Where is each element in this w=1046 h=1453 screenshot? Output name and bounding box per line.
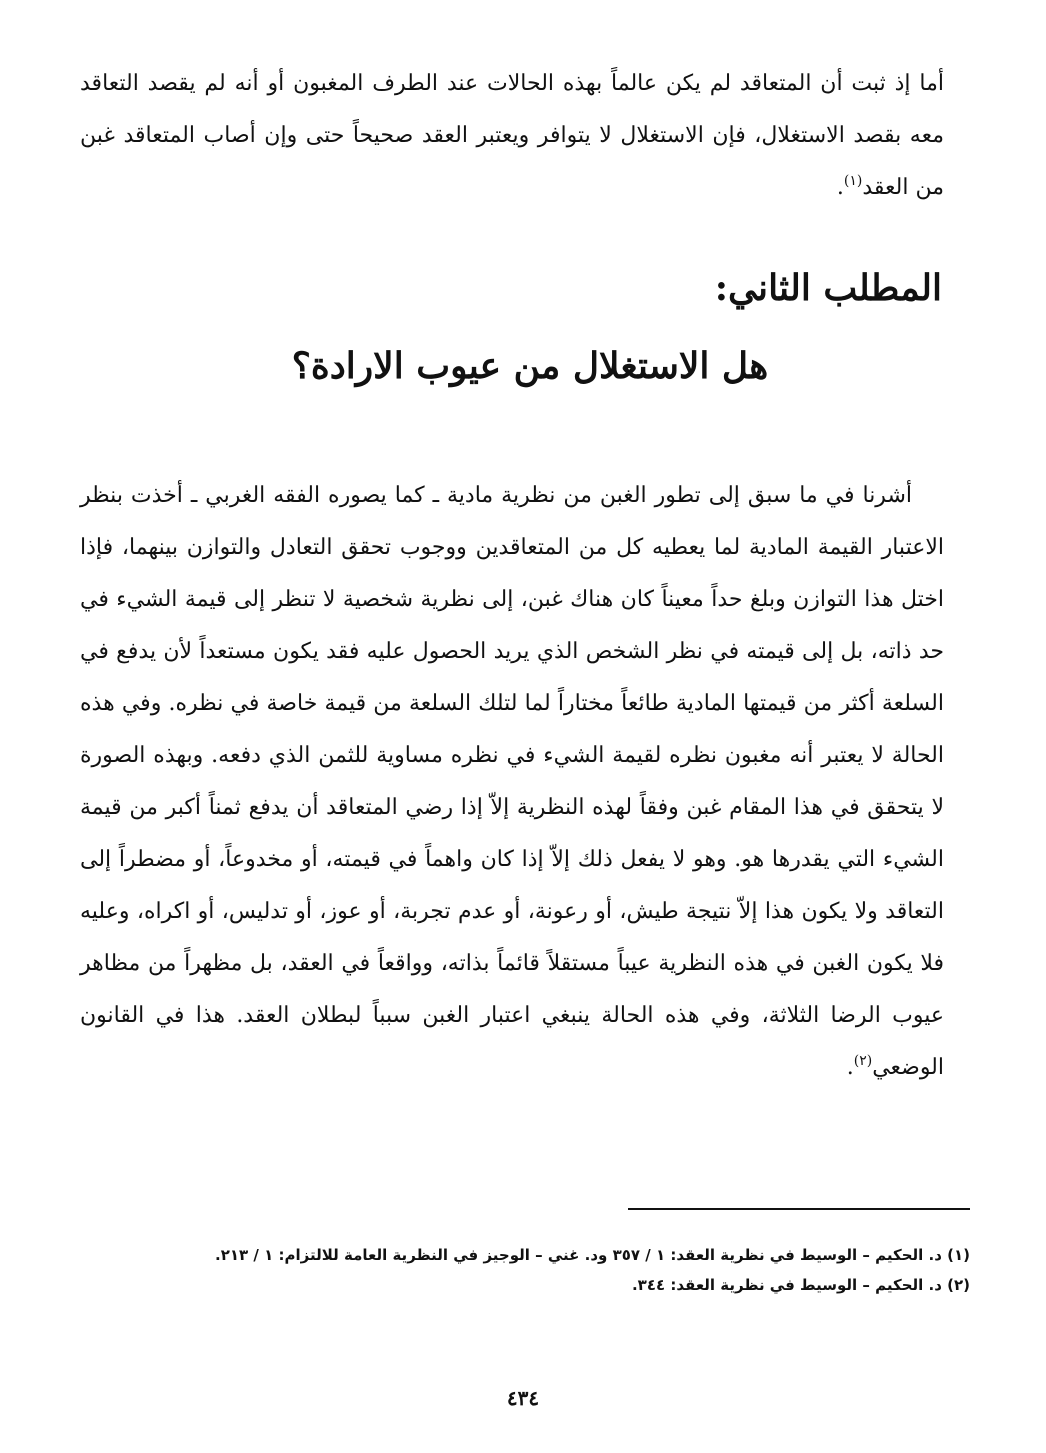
intro-paragraph-text: أما إذ ثبت أن المتعاقد لم يكن عالماً بهذه الحالات عند الطرف المغبون أو أنه لم يقصد التعاقد معه بقصد الاستغلال، فإن الاستغلال لا يتوافر ويعتبر العقد صحيحاً حتى وإن أصاب المتعاقد غبن من العقد <box>80 71 944 200</box>
footnote-divider <box>628 1208 970 1210</box>
main-paragraph <box>80 470 944 1094</box>
footnote-reference: (١) <box>843 173 863 189</box>
main-paragraph-end: . <box>846 1055 854 1080</box>
intro-paragraph-end: . <box>836 175 844 200</box>
footnote-2: (٢) د. الحكيم – الوسيط في نظرية العقد: ٣٤٤. <box>631 1276 970 1294</box>
footnote-1: (١) د. الحكيم – الوسيط في نظرية العقد: ١ / ٣٥٧ ود. غني – الوجيز في النظرية العامة للالتزام: ١ / ٢١٣. <box>215 1246 970 1264</box>
main-paragraph-text: أشرنا في ما سبق إلى تطور الغبن من نظرية مادية ـ كما يصوره الفقه الغربي ـ أخذت بنظر الاعتبار القيمة المادية لما يعطيه كل من المتعاقدين ووجوب تحقق التعادل والتوازن بينهما، فإذا اختل هذا التوازن وبلغ حداً معيناً كان هناك غبن، إلى نظرية شخصية لا تنظر إلى قيمة الشيء في حد ذاته، بل إلى قيمته في نظر الشخص الذي يريد الحصول عليه فقد يكون مستعداً لأن يدفع في السلعة أكثر من قيمتها المادية طائعاً مختاراً لما لتلك السلعة من قيمة خاصة في نظره. وفي هذه الحالة لا يعتبر أنه مغبون نظره لقيمة الشيء في نظره مساوية للثمن الذي دفعه. وبهذه الصورة لا يتحقق في هذا المقام غبن وفقاً لهذه النظرية إلاّ إذا رضي المتعاقد أن يدفع ثمناً أكبر من قيمة الشيء التي يقدرها هو. وهو لا يفعل ذلك إلاّ إذا كان واهماً في قيمته، أو مخدوعاً، أو مضطراً إلى التعاقد ولا يكون هذا إلاّ نتيجة طيش، أو رعونة، أو عدم تجربة، أو عوز، أو تدليس، أو اكراه، وعليه فلا يكون الغبن في هذه النظرية عيباً مستقلاً قائماً بذاته، وواقعاً في العقد، بل مظهراً من مظاهر عيوب الرضا الثلاثة، وفي هذه الحالة ينبغي اعتبار الغبن سبباً لبطلان العقد. هذا في القانون الوضعي <box>80 483 944 1080</box>
page-number: ٤٣٤ <box>506 1386 540 1410</box>
footnotes <box>110 1240 970 1300</box>
section-label: المطلب الثاني: <box>714 267 942 309</box>
footnote-reference: (٢) <box>853 1053 873 1069</box>
section-title: هل الاستغلال من عيوب الارادة؟ <box>291 345 769 387</box>
intro-paragraph <box>80 58 944 214</box>
